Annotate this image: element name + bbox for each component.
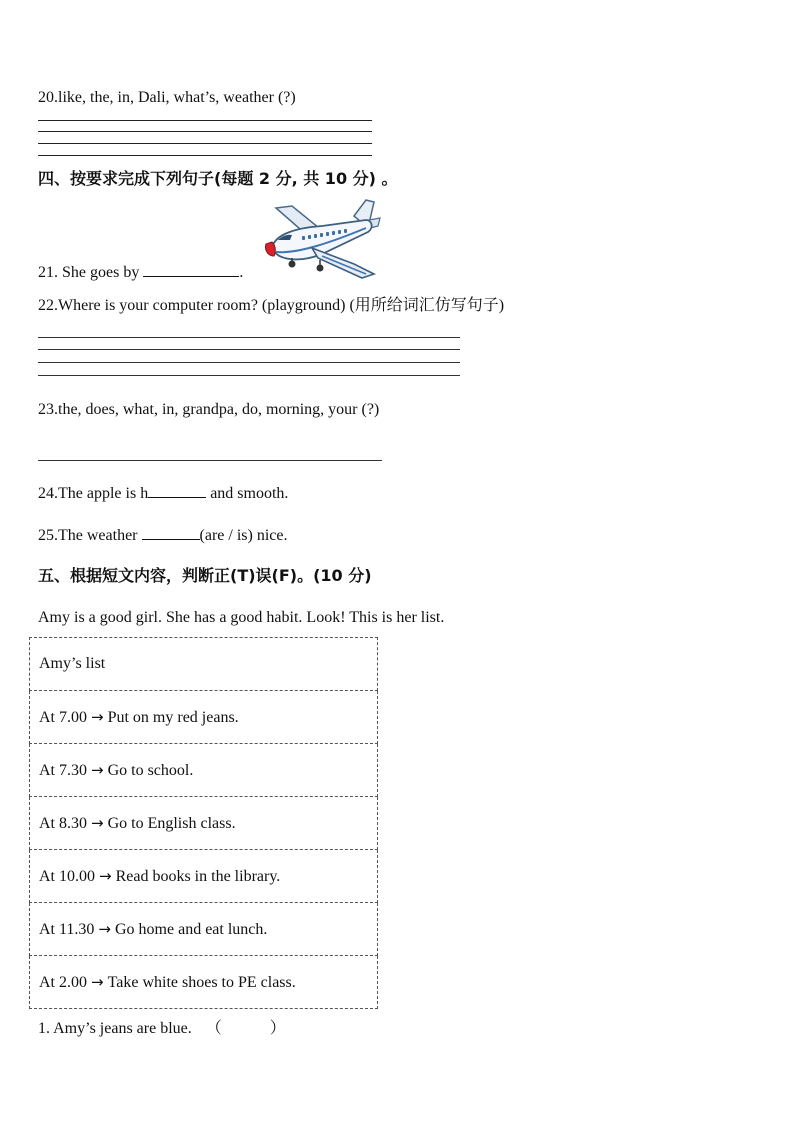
passage: Amy is a good girl. She has a good habit. Look! This is her list. bbox=[38, 609, 445, 626]
question-24-start: 24.The apple is h bbox=[38, 485, 149, 502]
answer-line[interactable] bbox=[38, 120, 372, 121]
right-arrow-icon: → bbox=[91, 707, 104, 726]
answer-blank[interactable] bbox=[143, 262, 239, 277]
section-4-title: 四、按要求完成下列句子(每题 2 分, 共 10 分) 。 bbox=[38, 169, 398, 188]
answer-line[interactable] bbox=[38, 337, 460, 338]
table-header-cell: Amy’s list bbox=[30, 638, 378, 691]
list-item bbox=[30, 797, 378, 850]
right-arrow-icon: → bbox=[99, 866, 112, 885]
tf-question-1 bbox=[38, 1018, 286, 1039]
question-23: 23.the, does, what, in, grandpa, do, morning, your (?) bbox=[38, 401, 380, 418]
question-24 bbox=[38, 483, 288, 504]
list-time: At 7.00 bbox=[39, 708, 87, 726]
list-time: At 8.30 bbox=[39, 814, 87, 832]
right-arrow-icon: → bbox=[91, 760, 104, 779]
table-row bbox=[30, 691, 378, 744]
airplane-illustration bbox=[262, 198, 382, 280]
answer-line[interactable] bbox=[38, 349, 460, 350]
question-25-start: 25.The weather bbox=[38, 527, 142, 544]
table-row bbox=[30, 797, 378, 850]
table-row bbox=[30, 638, 378, 691]
question-22: 22.Where is your computer room? (playground) (用所给词汇仿写句子) bbox=[38, 297, 505, 314]
answer-line[interactable] bbox=[38, 375, 460, 376]
list-time: At 2.00 bbox=[39, 973, 87, 991]
list-task: Go to English class. bbox=[107, 814, 236, 832]
list-task: Read books in the library. bbox=[115, 867, 281, 885]
paren-open: （ bbox=[205, 1018, 222, 1037]
question-25 bbox=[38, 525, 287, 546]
question-20: 20.like, the, in, Dali, what’s, weather (?) bbox=[38, 89, 296, 106]
answer-line[interactable] bbox=[38, 362, 460, 363]
answer-line[interactable] bbox=[38, 131, 372, 132]
question-24-end: and smooth. bbox=[210, 485, 289, 502]
answer-blank[interactable] bbox=[148, 483, 206, 498]
list-task: Go home and eat lunch. bbox=[114, 920, 268, 938]
paren-close: ） bbox=[269, 1018, 286, 1037]
answer-line[interactable] bbox=[38, 155, 372, 156]
list-time: At 10.00 bbox=[39, 867, 95, 885]
table-row bbox=[30, 903, 378, 956]
answer-line[interactable] bbox=[38, 460, 382, 461]
right-arrow-icon: → bbox=[91, 972, 104, 991]
question-25-end: (are / is) nice. bbox=[199, 527, 288, 544]
table-row bbox=[30, 850, 378, 903]
table-row bbox=[30, 956, 378, 1009]
list-task: Go to school. bbox=[107, 761, 194, 779]
list-item bbox=[30, 691, 378, 744]
list-item bbox=[30, 903, 378, 956]
question-21-text: 21. She goes by bbox=[38, 264, 144, 281]
question-21-end: . bbox=[239, 264, 244, 281]
list-task: Put on my red jeans. bbox=[107, 708, 239, 726]
tf-question-1-text: 1. Amy’s jeans are blue. bbox=[38, 1020, 192, 1037]
list-time: At 11.30 bbox=[39, 920, 95, 938]
right-arrow-icon: → bbox=[91, 813, 104, 832]
right-arrow-icon: → bbox=[98, 919, 111, 938]
list-item bbox=[30, 850, 378, 903]
list-time: At 7.30 bbox=[39, 761, 87, 779]
list-item bbox=[30, 744, 378, 797]
list-task: Take white shoes to PE class. bbox=[107, 973, 296, 991]
list-item bbox=[30, 956, 378, 1009]
answer-line[interactable] bbox=[38, 143, 372, 144]
answer-blank[interactable] bbox=[142, 525, 200, 540]
amy-list-table bbox=[29, 637, 378, 1009]
section-5-title: 五、根据短文内容，判断正(T)误(F)。(10 分) bbox=[38, 566, 372, 585]
table-row bbox=[30, 744, 378, 797]
question-21 bbox=[38, 262, 243, 283]
